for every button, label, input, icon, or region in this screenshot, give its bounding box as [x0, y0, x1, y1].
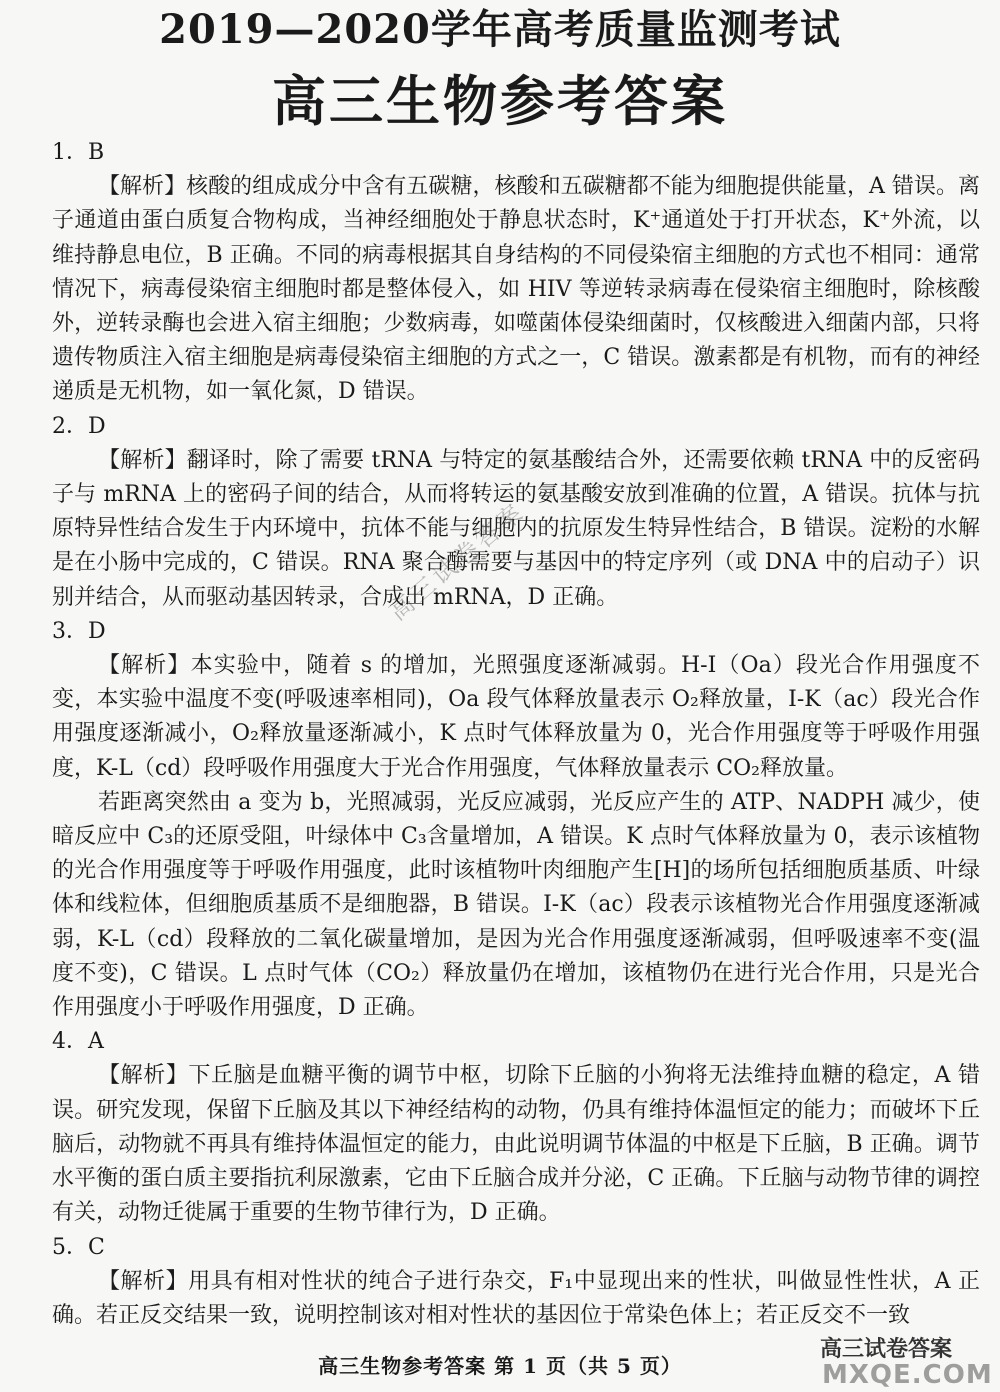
watermark: 高三试卷答案 [383, 496, 531, 627]
answer-number: 4．A [52, 1029, 104, 1055]
brand-logo: MXQE.COM [822, 1360, 993, 1390]
answer-number: 1．B [52, 140, 105, 165]
page-footer: 高三生物参考答案 第 1 页（共 5 页） [318, 1354, 682, 1378]
answer-item-3 [52, 615, 980, 1025]
answer-item-1 [52, 136, 980, 410]
answer-number: 5．C [52, 1234, 105, 1260]
exam-title: 2019—2020学年高考质量监测考试 [159, 6, 841, 53]
answer-item-4 [52, 1025, 980, 1230]
answer-item-5 [52, 1231, 980, 1334]
answer-number: 2．D [52, 413, 106, 439]
answer-explanation: 【解析】用具有相对性状的纯合子进行杂交，F₁中显现出来的性状，叫做显性性状，A 正确。若正反交结果一致，说明控制该对相对性状的基因位于常染色体上；若正反交不一致 [52, 1268, 980, 1328]
answer-number: 3．D [52, 618, 106, 644]
answer-explanation: 【解析】本实验中，随着 s 的增加，光照强度逐渐减弱。H-I（Oa）段光合作用强度不变，本实验中温度不变(呼吸速率相同)，Oa 段气体释放量表示 O₂释放量，I-K（ac）段光合作用强度逐渐减小，O₂释放量逐渐减小，K 点时气体释放量为 0，光合作用强度等于呼吸作用强度，K-L（cd）段呼吸作用强度大于光合作用强度，气体释放量表示 CO₂释放量。 [52, 653, 980, 781]
answer-explanation: 【解析】下丘脑是血糖平衡的调节中枢，切除下丘脑的小狗将无法维持血糖的稳定，A 错误。研究发现，保留下丘脑及其以下神经结构的动物，仍具有维持体温恒定的能力；而破坏下丘脑后，动物就不再具有维持体温恒定的能力，由此说明调节体温的中枢是下丘脑，B 正确。调节水平衡的蛋白质主要指抗利尿激素，它由下丘脑合成并分泌，C 正确。下丘脑与动物节律的调控有关，动物迁徙属于重要的生物节律行为，D 正确。 [52, 1063, 980, 1226]
answers-body [52, 136, 980, 1333]
page-title: 高三生物参考答案 [272, 69, 728, 133]
answer-explanation-continued: 若距离突然由 a 变为 b，光照减弱，光反应减弱，光反应产生的 ATP、NADPH 减少，使暗反应中 C₃的还原受阻，叶绿体中 C₃含量增加，A 错误。K 点时气体释放量为 0，表示该植物的光合作用强度等于呼吸作用强度，此时该植物叶肉细胞产生[H]的场所包括细胞质基质、叶绿体和线粒体，但细胞质基质不是细胞器，B 错误。I-K（ac）段表示该植物光合作用强度逐渐减弱，K-L（cd）段释放的二氧化碳量增加，是因为光合作用强度逐渐减弱，但呼吸速率不变(温度不变)，C 错误。L 点时气体（CO₂）释放量仍在增加，该植物仍在进行光合作用，只是光合作用强度小于呼吸作用强度，D 正确。 [52, 789, 980, 1021]
answer-explanation: 【解析】核酸的组成成分中含有五碳糖，核酸和五碳糖都不能为细胞提供能量，A 错误。离子通道由蛋白质复合物构成，当神经细胞处于静息状态时，K⁺通道处于打开状态，K⁺外流，以维持静息电位，B 正确。不同的病毒根据其自身结构的不同侵染宿主细胞的方式也不相同：通常情况下，病毒侵染宿主细胞时都是整体侵入，如 HIV 等逆转录病毒在侵染宿主细胞时，除核酸外，逆转录酶也会进入宿主细胞；少数病毒，如噬菌体侵染细菌时，仅核酸进入细菌内部，只将遗传物质注入宿主细胞是病毒侵染宿主细胞的方式之一，C 错误。激素都是有机物，而有的神经递质是无机物，如一氧化氮，D 错误。 [52, 174, 980, 405]
brand-label: 高三试卷答案 [820, 1337, 953, 1362]
answer-explanation: 【解析】翻译时，除了需要 tRNA 与特定的氨基酸结合外，还需要依赖 tRNA 中的反密码子与 mRNA 上的密码子间的结合，从而将转运的氨基酸安放到准确的位置，A 错误。抗体与抗原特异性结合发生于内环境中，抗体不能与细胞内的抗原发生特异性结合，B 错误。淀粉的水解是在小肠中完成的，C 错误。RNA 聚合酶需要与基因中的特定序列（或 DNA 中的启动子）识别并结合，从而驱动基因转录，合成出 mRNA，D 正确。 [52, 447, 980, 610]
